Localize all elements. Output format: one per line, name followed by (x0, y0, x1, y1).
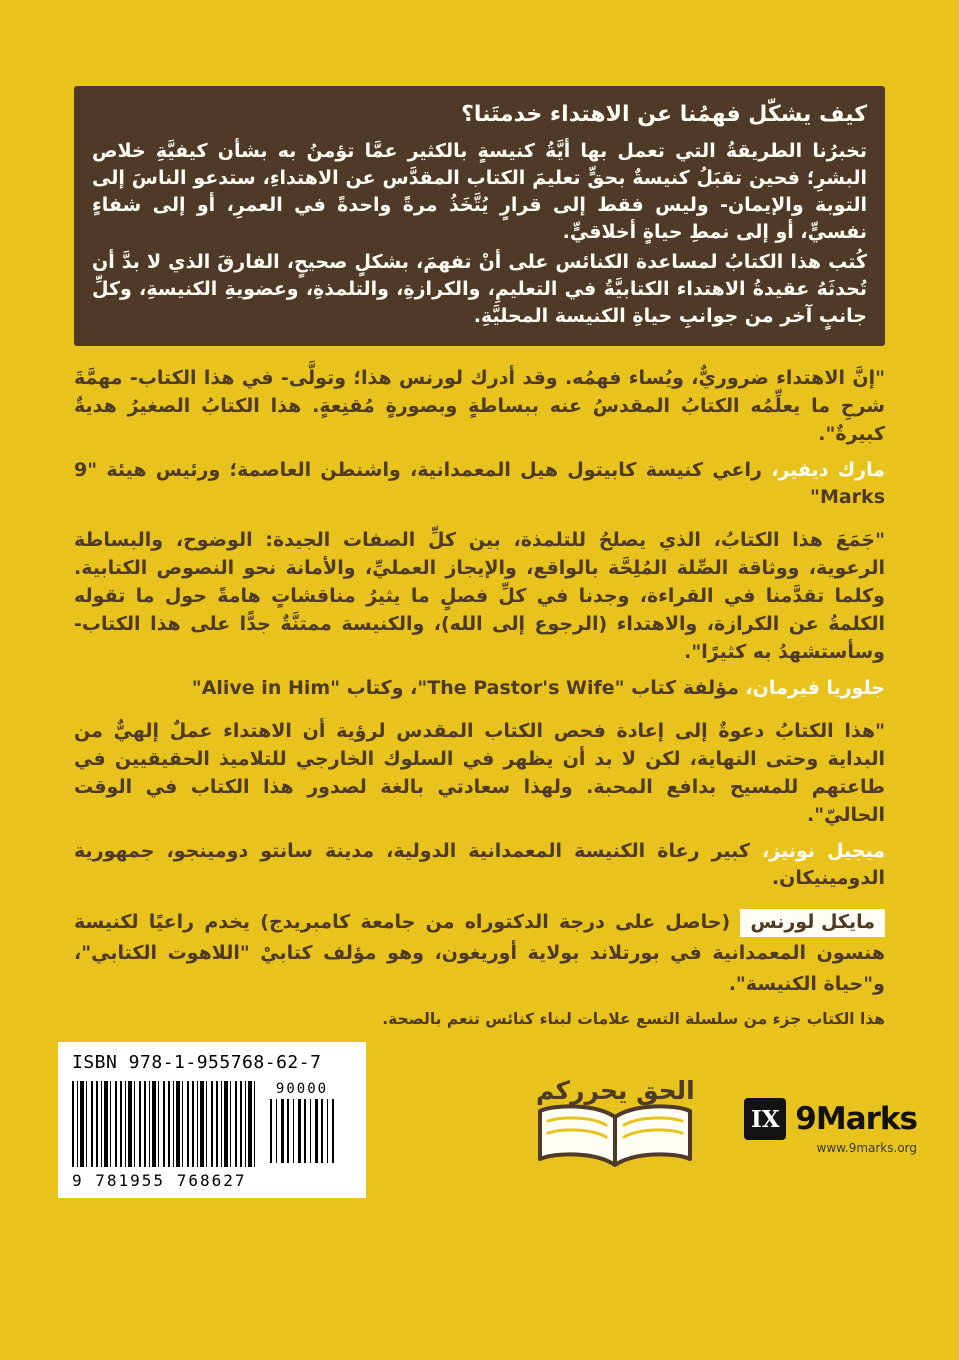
author-bio (74, 907, 885, 1000)
publisher-tagline: الحق يحرركم (535, 1076, 695, 1105)
endorser-name: ميجيل نونيز، (762, 840, 885, 862)
barcode-addon (270, 1081, 334, 1163)
endorsement-quote: "إنَّ الاهتداء ضروريٌّ، ويُساء فهمُه. وقد أدرك لورنس هذا؛ وتولَّى- في هذا الكتاب- مهمَّةَ شرحِ ما يعلِّمُه الكتابُ المقدسُ عنه ببساطةٍ وبصورةٍ مُقنِعةٍ. هذا الكتابُ الصغيرُ هديةٌ كبيرةٌ". (74, 367, 885, 445)
endorser-role: راعي كنيسة كابيتول هيل المعمدانية، واشنطن العاصمة؛ ورئيس هيئة "9 Marks" (74, 459, 885, 508)
endorser-role: كبير رعاة الكنيسة المعمدانية الدولية، مدينة سانتو دومينجو، جمهورية الدومينيكان. (74, 840, 885, 889)
author-bio-text: (حاصل على درجة الدكتوراه من جامعة كامبريدج) يخدم راعيًا لكنيسة هنسون المعمدانية في بورتلاند بولاية أوريغون، وهو مؤلف كتابيْ "اللاهوت الكتابي"، و"حياة الكنيسة". (74, 911, 885, 995)
logo-area (520, 1042, 919, 1181)
endorsement-1 (74, 364, 885, 511)
ninemarks-row (744, 1098, 917, 1140)
publisher-arabic-logo (520, 1076, 710, 1181)
header-title: كيف يشكّل فهمُنا عن الاهتداء خدمتَنا؟ (461, 102, 867, 127)
header-box (74, 86, 885, 346)
endorsement-attribution (74, 457, 885, 511)
endorsement-2 (74, 526, 885, 702)
ninemarks-logo (744, 1098, 917, 1155)
endorser-name: مارك ديفير، (771, 459, 885, 481)
barcode-main (72, 1081, 258, 1190)
series-note: هذا الكتاب جزء من سلسلة التسع علامات لبناء كنائس تنعم بالصحة. (382, 1010, 885, 1028)
header-paragraph-1: تخبرُنا الطريقةُ التي تعمل بها أيَّةُ كنيسةٍ بالكثير عمَّا تؤمنُ به بشأن كيفيَّةِ خلاص البشرِ؛ فحين تقبَلُ كنيسةٌ بحقٍّ تعليمَ الكتاب المقدَّس عن الاهتداءِ، ستدعو الناسَ إلى التوبة والإيمان- وليس فقط إلى قرارٍ يُتَّخَذُ مرةً واحدةً في العمرِ، أو إلى شفاءٍ نفسيٍّ، أو إلى نمطِ حياةٍ أخلاقيٍّ. (92, 140, 867, 243)
barcode-bars (72, 1081, 258, 1167)
barcode-row (72, 1081, 352, 1190)
footer (58, 1042, 919, 1198)
isbn-label: ISBN 978-1-955768-62-7 (72, 1052, 322, 1073)
barcode-addon-bars (270, 1099, 334, 1163)
ix-mark-icon: IX (744, 1098, 786, 1140)
header-paragraph-2: كُتب هذا الكتابُ لمساعدة الكنائس على أنْ تفهمَ، بشكلٍ صحيحٍ، الفارقَ الذي لا بدَّ أن تُحدثَهُ عقيدةُ الاهتداء الكتابيَّةُ في التعليمِ، والكرازةِ، والتلمذةِ، وعضويةِ الكنيسةِ، وكلِّ جانبٍ آخر من جوانبِ حياةِ الكنيسة المحليَّةِ. (92, 251, 867, 327)
endorser-name: جلوريا فيرمان، (745, 677, 885, 699)
endorsement-attribution (74, 838, 885, 892)
endorsement-attribution (74, 675, 885, 702)
isbn-digits: 9 781955 768627 (72, 1171, 247, 1190)
open-book-icon (530, 1101, 700, 1177)
ninemarks-url: www.9marks.org (816, 1141, 917, 1155)
barcode-addon-number: 90000 (275, 1081, 329, 1097)
endorsement-3 (74, 717, 885, 892)
isbn-barcode-block (58, 1042, 366, 1198)
author-name: مايكل لورنس (740, 909, 885, 937)
endorsement-quote: "هذا الكتابُ دعوةٌ إلى إعادة فحص الكتاب المقدس لرؤية أن الاهتداء عملٌ إلهيٌّ من البداية وحتى النهاية، لكن لا بد أن يظهر في السلوك الخارجي للتلاميذ الحقيقيين في طاعتهم للمسيح بدافع المحبة. ولهذا سعادتي بالغة لصدور هذا الكتاب في الوقت الحاليّ". (74, 720, 885, 826)
endorsement-quote: "جَمَعَ هذا الكتابُ، الذي يصلحُ للتلمذة، بين كلِّ الصفات الجيدة: الوضوح، والبساطة الرعوية، ووثاقة الصِّلة المُلِحَّة بالواقع، والإيجاز العمليِّ، والأمانة نحو النصوص الكتابية. وكلما تقدَّمنا في القراءة، وجدنا في كلِّ فصلٍ ما يثيرُ مناقشاتٍ هامةً حول ما تقوله الكلمةُ عن الكرازة، والاهتداء (الرجوع إلى الله)، والكنيسة ممتنَّةٌ جدًّا على هذا الكتاب- وسأستشهدُ به كثيرًا". (74, 529, 885, 663)
ninemarks-wordmark: 9Marks (795, 1101, 917, 1137)
endorser-role: مؤلفة كتاب "The Pastor's Wife"، وكتاب "Alive in Him" (191, 677, 746, 699)
